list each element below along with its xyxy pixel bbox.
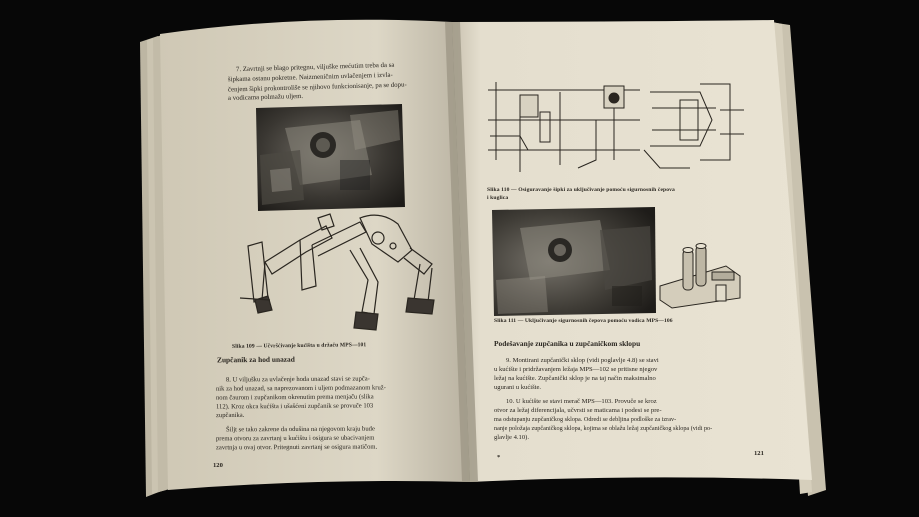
engine-housing-photo <box>256 104 405 211</box>
left-section-heading: Zupčanik za hod unazad <box>216 354 295 365</box>
left-page-number: 120 <box>213 462 223 469</box>
left-p2-line-1: Šiljt se tako zakrene da odušina na njegovom kraju bude <box>225 425 375 434</box>
right-p2-line-1: 10. U kućište se stavi merač MPS—103. Provuče se kroz <box>506 398 657 405</box>
left-p1-line-2: nik za hod unazad, sa naprezovanom i uljem podmazanom kruž- <box>215 384 386 393</box>
left-p1-line-4: 112). Kroz okca kućišta i ušašćeni zupčanik se provuče 103 <box>215 402 374 411</box>
right-footer-mark: * <box>497 454 501 461</box>
left-intro-line-1: 7. Zavrtnji se blago pritegnu, viljuške mećutim treba da sa <box>235 61 395 74</box>
right-p2-line-2: otvor za ležaj diferencijala, učvrsti se maticama i podesi se pre- <box>494 407 662 414</box>
right-p2-line-5: glavlje 4.10). <box>494 434 529 441</box>
left-intro-line-3: čenjem šipki prokontroliše se njihovo funkcionisanje, pa se dopu- <box>227 81 407 94</box>
right-p1-line-1: 9. Montirani zupčanički sklop (vidi poglavlje 4.8) se stavi <box>506 357 659 364</box>
left-intro-line-2: šipkama ostanu pokretne. Naizmeničnim uvlačenjem i izvla- <box>227 71 393 84</box>
right-p1-line-2: u kućište i pridržavanjem ležaja MPS—102 se pritisne njegov <box>494 366 658 373</box>
left-p1-line-3: nom čaurom i zupčanikom okrenutim prema menjaču (slika <box>215 393 374 402</box>
right-p2-line-4: nanje položaja zupčaničkog sklopa, kojima se oblažu ležaj zupčaničkog sklopa (vidi po- <box>494 425 713 432</box>
gearbox-photo <box>492 207 656 316</box>
right-section-heading: Podešavanje zupčanika u zupčaničkom sklopu <box>494 339 641 348</box>
right-p2-line-3: ma odstupanju zupčaničkog sklopa. Odredi se debljina podloške za izrav- <box>494 416 677 423</box>
right-p1-line-4: ugurani u kućište. <box>494 384 542 391</box>
left-intro-line-4: a vodicama polmažu uljem. <box>227 92 304 103</box>
right-figure-caption-mid: Slika 111 — Uključivanje sigurnosnih čepova pomoću vodica MPS—106 <box>494 318 673 324</box>
right-p1-line-3: ležaj na kućište. Zupčanički sklop je na taj način maksimalno <box>494 375 656 382</box>
left-figure-caption: Slika 109 — Učvršćivanje kućišta u držaču MPS—101 <box>231 342 367 350</box>
right-page-number: 121 <box>754 450 764 457</box>
left-p1-line-5: zupčanika. <box>215 411 245 420</box>
left-p2-line-3: zavrtnja u ovaj otvor. Pritegnuti zavrtanj se osigura matičom. <box>215 443 378 452</box>
left-p2-line-2: prema otvoru za zavrtanj u kućištu i osigura se ubacivanjem <box>215 434 375 443</box>
right-figure-caption-top-2: i kuglica <box>487 195 509 201</box>
right-figure-caption-top-1: Slika 110 — Osiguravanje šipki za uključivanje pomoću sigurnosnih čepova <box>487 187 675 193</box>
left-p1-line-1: 8. U viljušku za uvlačenje hoda unazad stavi se zupča- <box>225 375 370 384</box>
